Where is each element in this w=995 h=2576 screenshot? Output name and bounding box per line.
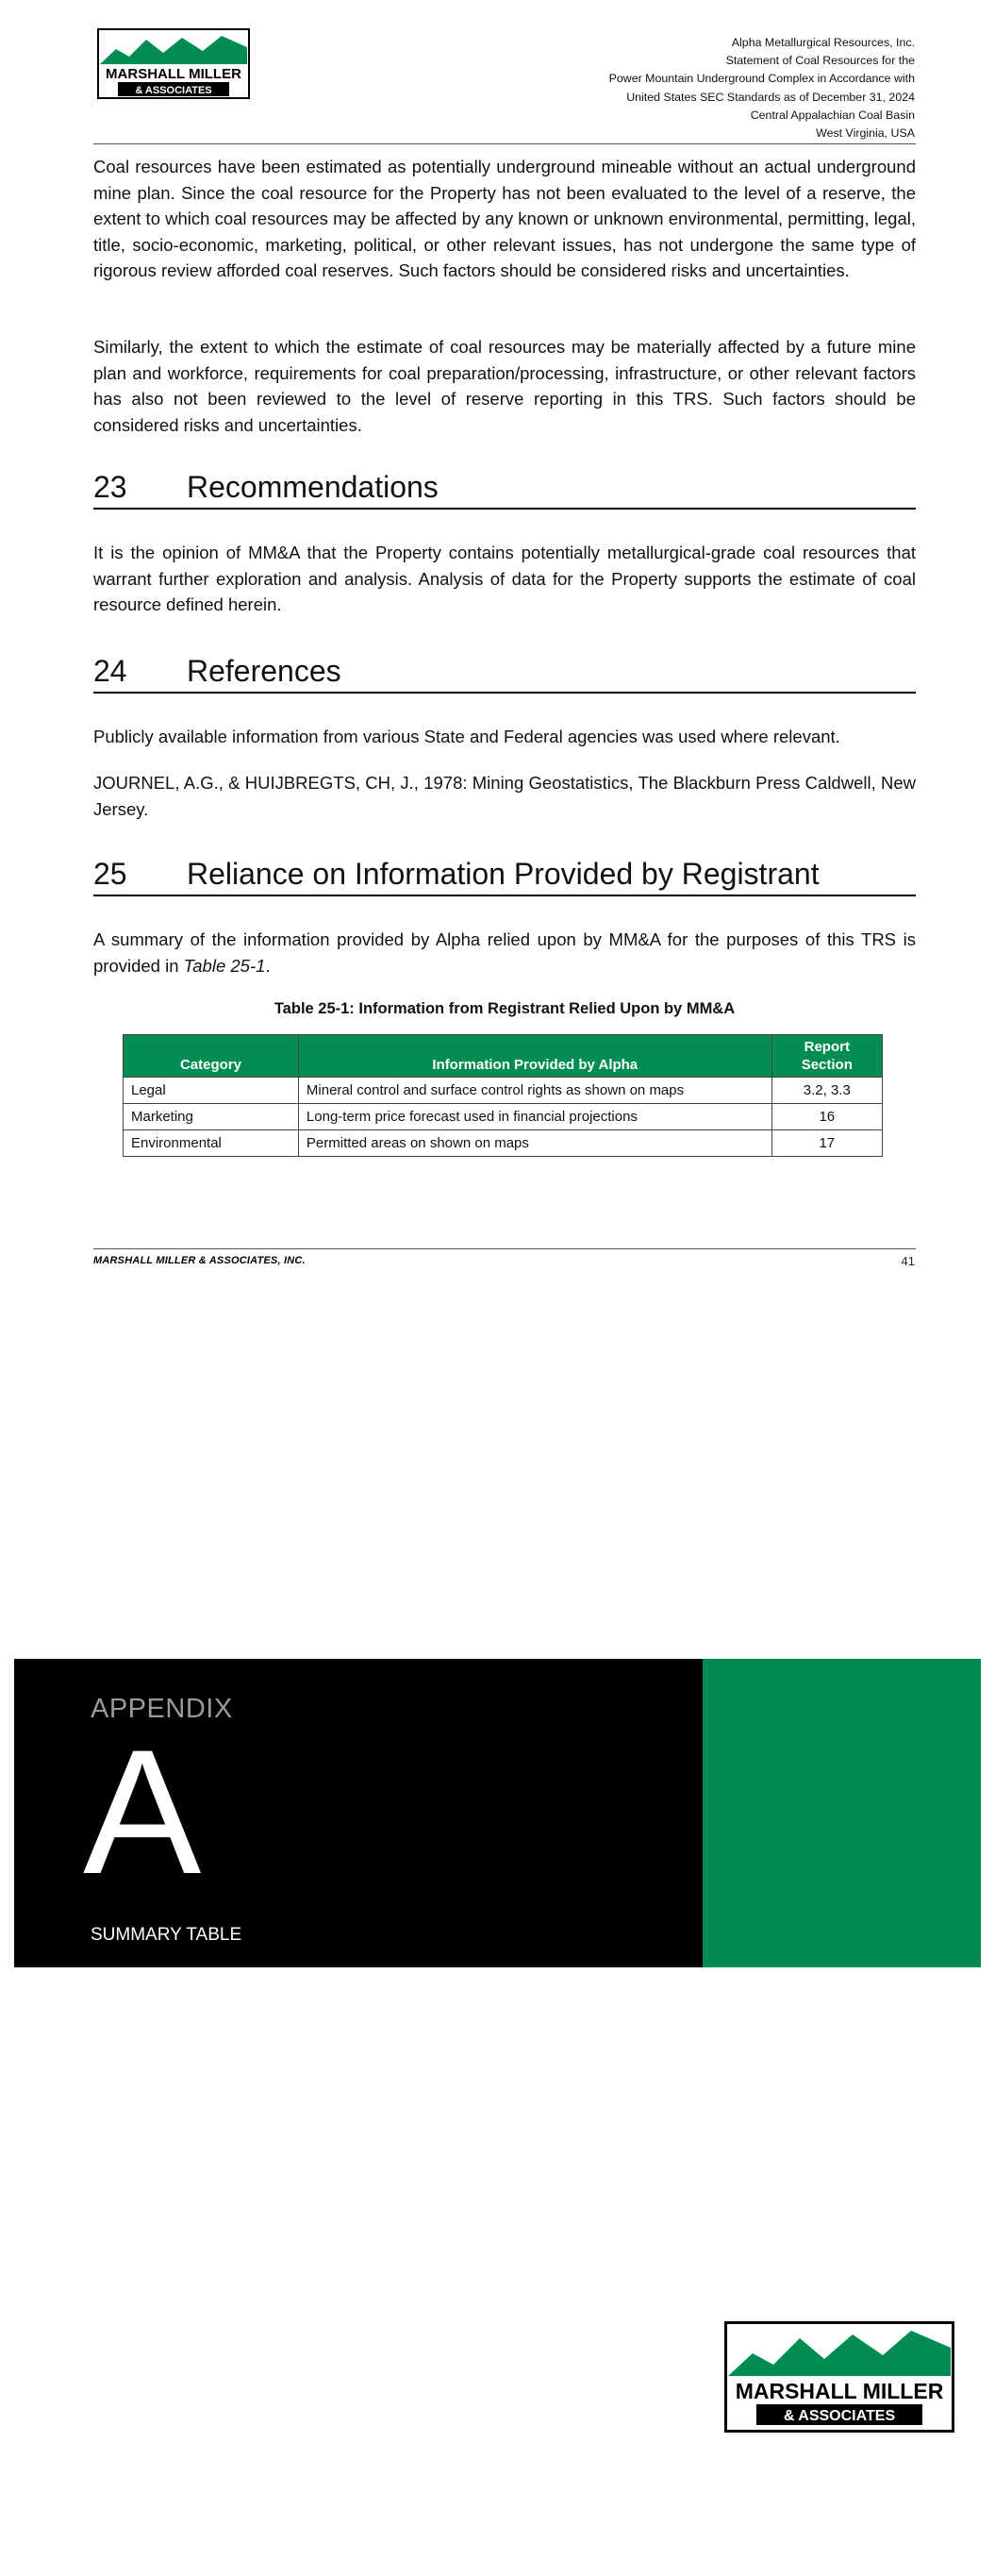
header-line: Power Mountain Underground Complex in Accordance with	[608, 72, 915, 86]
summary-text-end: .	[265, 955, 271, 976]
registrant-info-table	[123, 1034, 883, 1157]
section-title: References	[187, 654, 341, 688]
table-row	[124, 1130, 883, 1157]
paragraph-recommendations: It is the opinion of MM&A that the Property contains potentially metallurgical-grade coal resources that warrant further exploration and analysis. Analysis of data for the Property supports the estimate of coal resource defined herein.	[93, 543, 916, 615]
table-row	[124, 1104, 883, 1130]
footer-company-name: MARSHALL MILLER & ASSOCIATES, INC.	[93, 1255, 306, 1266]
company-logo-large	[724, 2321, 954, 2433]
paragraph-resource-risks: Coal resources have been estimated as potentially underground mineable without an actual underground mine plan. Since the coal resource for the Property has not been evaluated to the level of a reserve, the extent to which coal resources may be affected by any known or unknown environmental, permitting, legal, title, socio-economic, marketing, political, or other relevant issues, has not undergone the same type of rigorous review afforded coal reserves. Such factors should be considered risks and uncertainties.	[93, 157, 916, 281]
summary-text: A summary of the information provided by Alpha relied upon by MM&A for the purposes of this TRS is provided in	[93, 929, 916, 976]
footer-divider	[93, 1248, 916, 1249]
logo-text-top: MARSHALL MILLER	[106, 66, 241, 82]
cell-information: Permitted areas on shown on maps	[298, 1130, 771, 1157]
appendix-subtitle: SUMMARY TABLE	[91, 1925, 242, 1945]
appendix-banner-green	[703, 1659, 981, 1967]
header-line: Statement of Coal Resources for the	[725, 54, 915, 68]
section-number: 24	[93, 654, 127, 688]
logo-text-top: MARSHALL MILLER	[735, 2379, 944, 2403]
cell-information: Long-term price forecast used in financial projections	[298, 1104, 771, 1130]
table-reference: Table 25-1	[183, 955, 266, 976]
section-number: 25	[93, 857, 127, 891]
paragraph-mine-plan-risks: Similarly, the extent to which the estimate of coal resources may be materially affected by a future mine plan and workforce, requirements for coal preparation/processing, infrastructure, or other relevant factors has also not been reviewed to the level of reserve reporting in this TRS. Such factors should be considered risks and uncertainties.	[93, 337, 916, 435]
cell-report-section: 3.2, 3.3	[771, 1078, 882, 1104]
header-line: West Virginia, USA	[816, 126, 915, 141]
section-title: Recommendations	[187, 470, 439, 504]
header-line: Central Appalachian Coal Basin	[750, 108, 915, 122]
appendix-label: APPENDIX	[91, 1694, 233, 1724]
section-heading-23	[93, 468, 916, 510]
section-heading-24	[93, 652, 916, 694]
section-number: 23	[93, 470, 127, 504]
logo-text-bottom: & ASSOCIATES	[783, 2408, 896, 2424]
column-header-category: Category	[124, 1035, 299, 1078]
cell-category: Marketing	[124, 1104, 299, 1130]
cell-report-section: 17	[771, 1130, 882, 1157]
cell-information: Mineral control and surface control rights as shown on maps	[298, 1078, 771, 1104]
column-header-information: Information Provided by Alpha	[298, 1035, 771, 1078]
company-logo	[97, 28, 250, 99]
column-header-report-section: Report Section	[771, 1035, 882, 1078]
table-row	[124, 1078, 883, 1104]
paragraph-references-intro: Publicly available information from various State and Federal agencies was used where relevant.	[93, 727, 840, 746]
section-heading-25	[93, 855, 916, 896]
paragraph-registrant-summary	[93, 927, 916, 979]
header-line: United States SEC Standards as of December 31, 2024	[626, 90, 915, 104]
header-line: Alpha Metallurgical Resources, Inc.	[731, 36, 915, 49]
page-number: 41	[901, 1254, 915, 1268]
paragraph-reference-entry: JOURNEL, A.G., & HUIJBREGTS, CH, J., 1978: Mining Geostatistics, The Blackburn Press Caldwell, New Jersey.	[93, 773, 916, 819]
table-header-row	[124, 1035, 883, 1078]
cell-report-section: 16	[771, 1104, 882, 1130]
section-title: Reliance on Information Provided by Registrant	[187, 857, 820, 891]
logo-text-bottom: & ASSOCIATES	[135, 85, 212, 96]
report-header	[481, 34, 915, 142]
cell-category: Environmental	[124, 1130, 299, 1157]
table-caption: Table 25-1: Information from Registrant Relied Upon by MM&A	[274, 1000, 736, 1017]
appendix-letter: A	[83, 1713, 202, 1911]
cell-category: Legal	[124, 1078, 299, 1104]
header-divider	[93, 143, 916, 144]
